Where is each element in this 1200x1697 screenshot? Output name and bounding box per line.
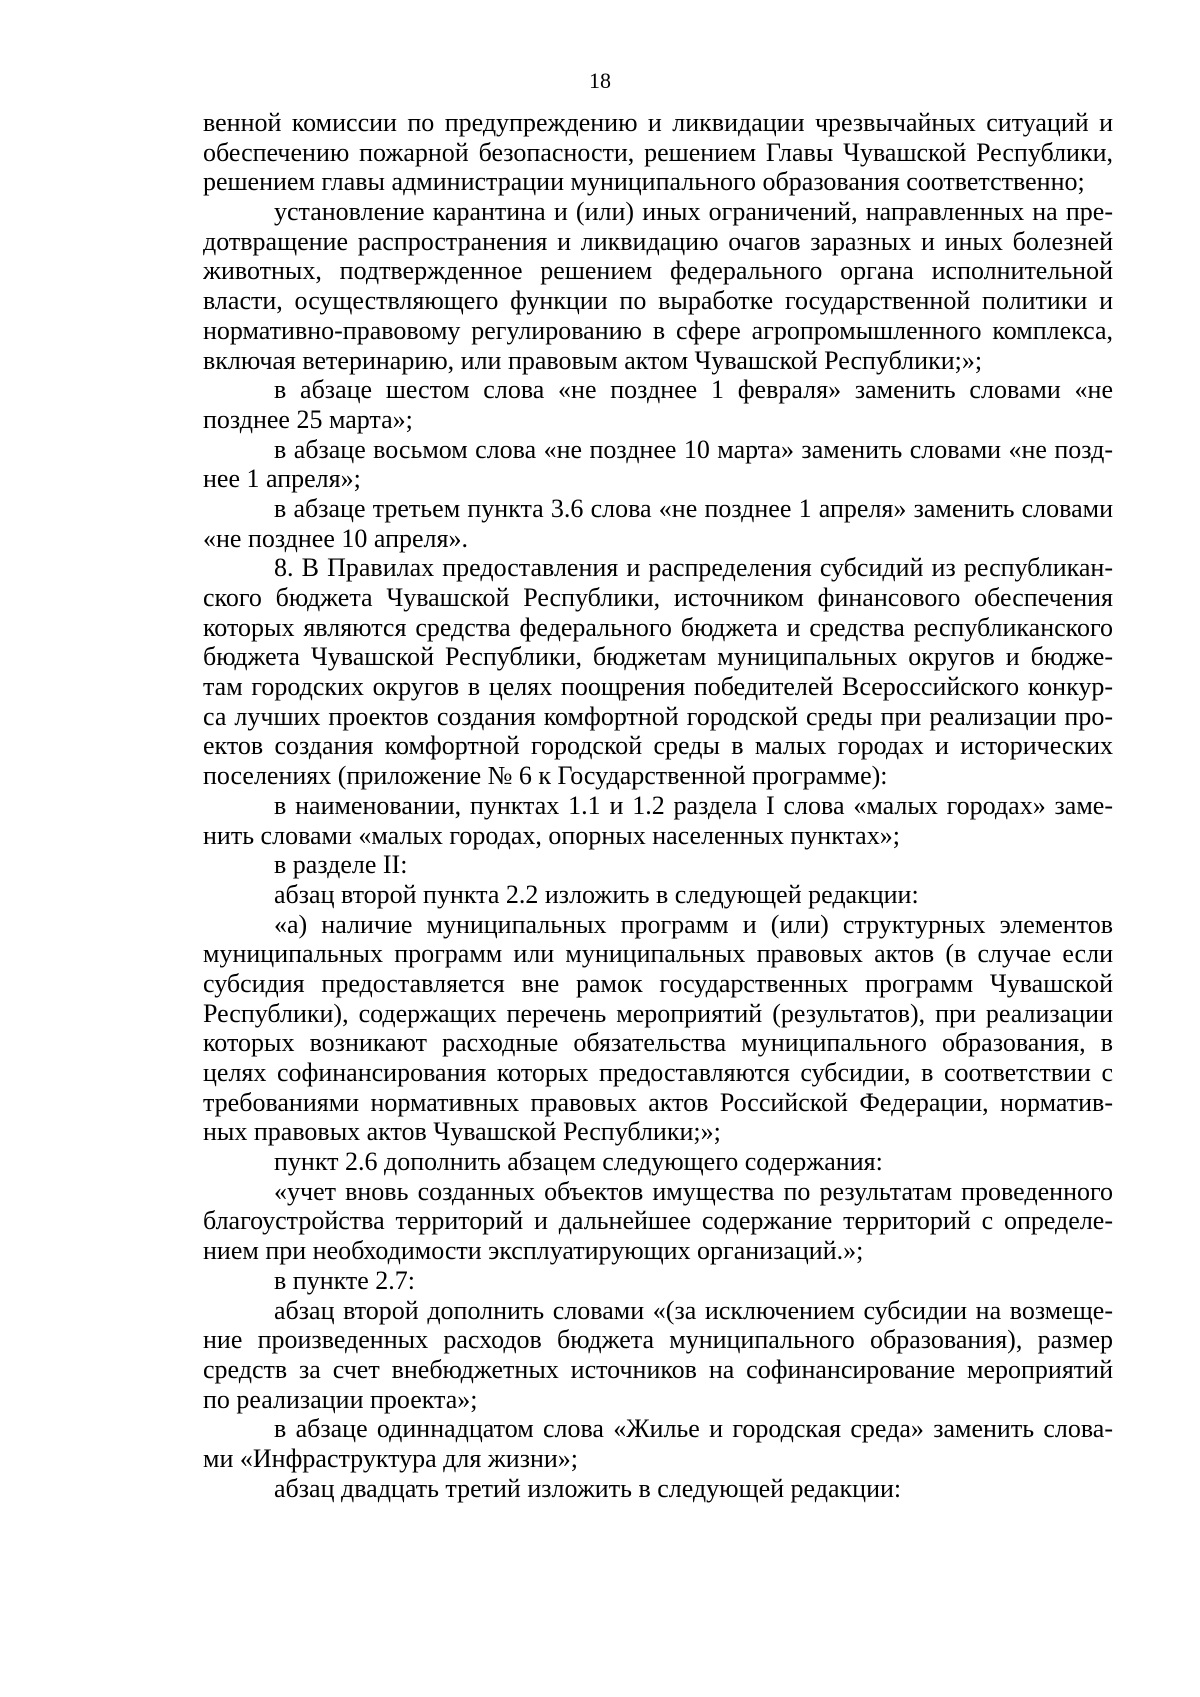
text-line: там городских округов в целях поощрения победителей Всероссийского конкур- [203,672,1113,702]
text-line: благоустройства территорий и дальнейшее содержание территорий с определе- [203,1206,1113,1236]
text-line: «учет вновь созданных объектов имущества по результатам проведенного [274,1176,1113,1206]
text-line: которых возникают расходные обязательства муниципального образования, в [203,1028,1113,1058]
text-line: «а) наличие муниципальных программ и (или) структурных элементов [274,909,1113,939]
text-line: в разделе II: [274,850,408,880]
text-line: абзац двадцать третий изложить в следующей редакции: [274,1473,902,1503]
text-line: муниципальных программ или муниципальных правовых актов (в случае если [203,939,1113,969]
text-line: венной комиссии по предупреждению и ликвидации чрезвычайных ситуаций и [203,108,1113,137]
text-line: установление карантина и (или) иных ограничений, направленных на пре- [274,197,1113,227]
text-line: животных, подтвержденное решением федерального органа исполнительной [203,256,1113,286]
text-line: нормативно-правовому регулированию в сфере агропромышленного комплекса, [203,315,1113,345]
text-line: которых являются средства федерального бюджета и средства республиканского [203,612,1113,642]
text-line: са лучших проектов создания комфортной городской среды при реализации про- [203,701,1113,731]
text-line: в абзаце восьмом слова «не позднее 10 марта» заменить словами «не позд- [274,434,1113,464]
text-line: дотвращение распространения и ликвидацию очагов заразных и иных болезней [203,226,1113,256]
text-line: средств за счет внебюджетных источников на софинансирование мероприятий [203,1354,1113,1384]
text-line: «не позднее 10 апреля». [203,523,468,553]
text-line: абзац второй дополнить словами «(за исключением субсидии на возмеще- [274,1295,1113,1325]
text-line: в пункте 2.7: [274,1265,416,1295]
text-line: ского бюджета Чувашской Республики, источником финансового обеспечения [203,583,1113,612]
text-line: нить словами «малых городах, опорных населенных пунктах»; [203,820,900,850]
text-line: субсидия предоставляется вне рамок государственных программ Чувашской [203,968,1113,998]
text-line: по реализации проекта»; [203,1384,478,1414]
text-line: в абзаце шестом слова «не позднее 1 февраля» заменить словами «не [274,375,1113,405]
text-line: ектов создания комфортной городской среды в малых городах и исторических [203,731,1113,761]
document-body [203,108,1113,1503]
text-line: нием при необходимости эксплуатирующих организаций.»; [203,1236,864,1266]
text-line: ми «Инфраструктура для жизни»; [203,1443,579,1473]
text-line: абзац второй пункта 2.2 изложить в следующей редакции: [274,879,919,909]
text-line: власти, осуществляющего функции по выработке государственной политики и [203,286,1113,316]
text-line: целях софинансирования которых предоставляются субсидии, в соответствии с [203,1058,1113,1087]
text-line: пункт 2.6 дополнить абзацем следующего содержания: [274,1147,883,1177]
text-line: требованиями нормативных правовых актов Российской Федерации, норматив- [203,1087,1113,1117]
text-line: позднее 25 марта»; [203,404,413,434]
text-line: бюджета Чувашской Республики, бюджетам муниципальных округов и бюдже- [203,642,1113,672]
text-line: ных правовых актов Чувашской Республики;»; [203,1117,721,1147]
text-line: Республики), содержащих перечень мероприятий (результатов), при реализации [203,998,1113,1028]
text-line: нее 1 апреля»; [203,464,361,494]
page-number: 18 [589,68,611,93]
text-line: 8. В Правилах предоставления и распределения субсидий из республикан- [274,553,1113,583]
text-line: в абзаце одиннадцатом слова «Жилье и городская среда» заменить слова- [274,1414,1113,1444]
text-line: включая ветеринарию, или правовым актом Чувашской Республики;»; [203,345,983,375]
text-line: поселениях (приложение № 6 к Государственной программе): [203,761,888,791]
text-line: обеспечению пожарной безопасности, решением Главы Чувашской Республики, [203,137,1113,167]
text-line: в наименовании, пунктах 1.1 и 1.2 раздела I слова «малых городах» заме- [274,790,1113,820]
text-line: решением главы администрации муниципального образования соответственно; [203,167,1085,197]
text-line: в абзаце третьем пункта 3.6 слова «не позднее 1 апреля» заменить словами [274,493,1113,523]
text-line: ние произведенных расходов бюджета муниципального образования), размер [203,1325,1113,1355]
